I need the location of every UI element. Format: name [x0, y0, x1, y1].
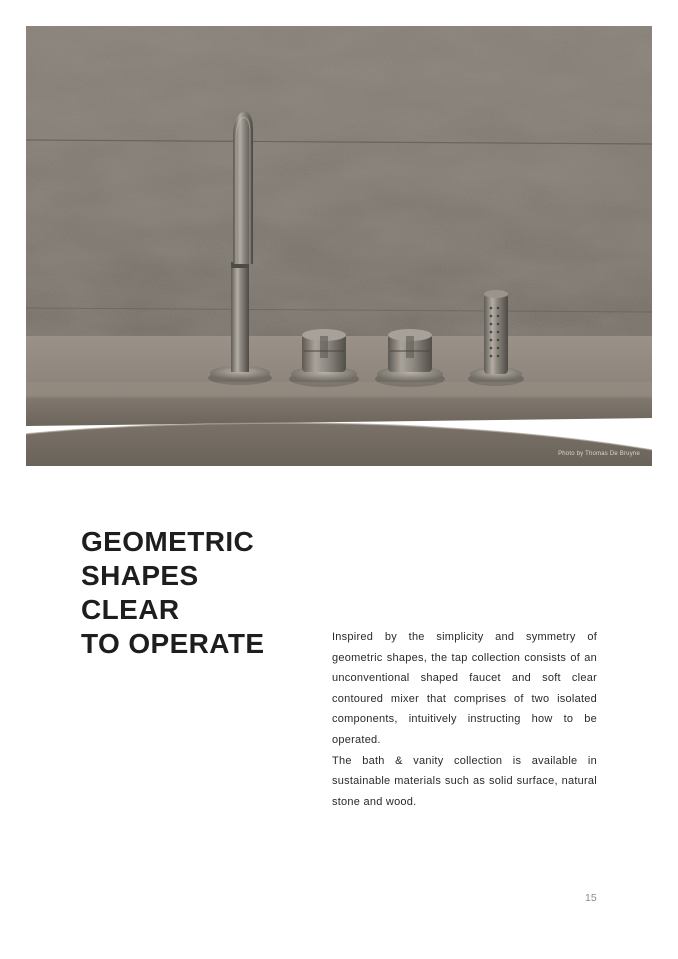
page-heading: [81, 525, 264, 661]
body-copy: [332, 627, 597, 812]
product-photo: [26, 26, 652, 466]
photo-credit: Photo by Thomas De Bruyne: [558, 451, 640, 457]
ledge-front: [26, 398, 652, 426]
body-paragraph-1: Inspired by the simplicity and symmetry of geometric shapes, the tap collection consists of an unconventional shaped faucet and soft clear contoured mixer that comprises of two isolated components, intuitively instructing how to be operated.: [332, 631, 597, 746]
heading-line-2: SHAPES: [81, 560, 199, 591]
body-paragraph-2: The bath & vanity collection is available in sustainable materials such as solid surface, natural stone and wood.: [332, 754, 597, 808]
heading-line-3: CLEAR: [81, 594, 180, 625]
bath-tap-illustration: [26, 26, 652, 466]
bathtub-rim: [26, 423, 652, 466]
heading-line-4: TO OPERATE: [81, 628, 265, 659]
heading-line-1: GEOMETRIC: [81, 526, 255, 557]
page-number: 15: [585, 892, 597, 904]
